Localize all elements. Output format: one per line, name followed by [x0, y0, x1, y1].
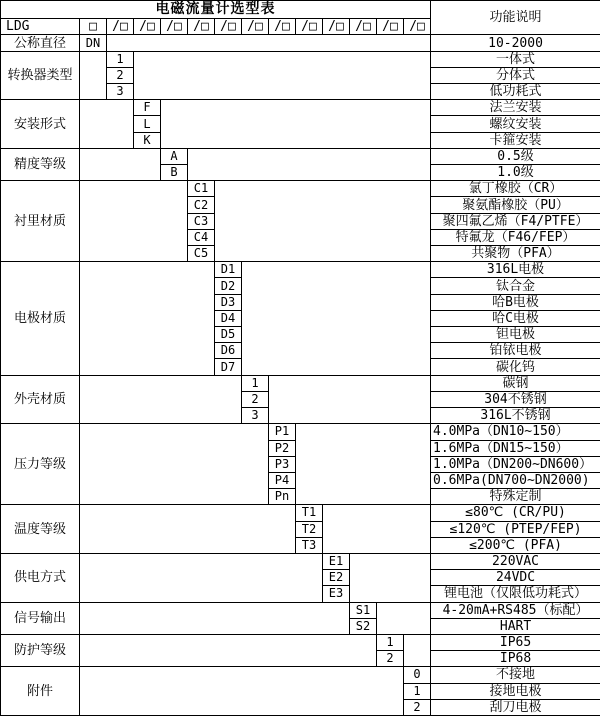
- category-label-10: 信号输出: [1, 602, 80, 634]
- filler-left: [80, 375, 242, 424]
- description-cell: 共聚物（PFA）: [431, 246, 600, 262]
- model-code-box-slot: /□: [377, 19, 404, 35]
- filler-right: [269, 375, 431, 424]
- description-cell: IP65: [431, 634, 600, 650]
- description-cell: HART: [431, 618, 600, 634]
- description-cell: 锂电池（仅限低功耗式）: [431, 586, 600, 602]
- filler-right: [350, 553, 431, 602]
- filler-left: [80, 634, 377, 666]
- code-cell: 3: [242, 408, 269, 424]
- description-cell: 1.0级: [431, 165, 600, 181]
- filler-right: [404, 634, 431, 666]
- filler-right: [161, 100, 431, 149]
- category-label-2: 安装形式: [1, 100, 80, 149]
- description-cell: 1.6MPa（DN15~150）: [431, 440, 600, 456]
- filler-right: [296, 424, 431, 505]
- filler-right: [377, 602, 431, 634]
- description-cell: 24VDC: [431, 570, 600, 586]
- model-prefix: LDG: [1, 19, 80, 35]
- description-cell: 1.0MPa（DN200~DN600）: [431, 456, 600, 472]
- code-cell: D7: [215, 359, 242, 375]
- code-cell: 0: [404, 667, 431, 683]
- code-cell: D2: [215, 278, 242, 294]
- model-code-box-slot: /□: [242, 19, 269, 35]
- filler-left: [80, 602, 350, 634]
- category-label-6: 外壳材质: [1, 375, 80, 424]
- code-cell: C4: [188, 229, 215, 245]
- description-cell: 碳钢: [431, 375, 600, 391]
- code-cell: A: [161, 148, 188, 164]
- description-cell: 316L电极: [431, 262, 600, 278]
- code-cell: 1: [404, 683, 431, 699]
- filler-left: [80, 553, 323, 602]
- model-code-box-slot: /□: [404, 19, 431, 35]
- code-cell: 1: [377, 634, 404, 650]
- description-cell: ≤80℃ (CR/PU): [431, 505, 600, 521]
- description-cell: 220VAC: [431, 553, 600, 569]
- filler-left: [80, 181, 188, 262]
- model-code-box-slot: /□: [350, 19, 377, 35]
- category-label-7: 压力等级: [1, 424, 80, 505]
- category-label-4: 衬里材质: [1, 181, 80, 262]
- description-cell: 0.5级: [431, 148, 600, 164]
- table-title: 电磁流量计选型表: [1, 1, 431, 19]
- description-cell: 0.6MPa(DN700~DN2000): [431, 472, 600, 488]
- filler-right: [215, 181, 431, 262]
- description-cell: 卡箍安装: [431, 132, 600, 148]
- category-label-11: 防护等级: [1, 634, 80, 666]
- code-cell: D3: [215, 294, 242, 310]
- code-cell: S1: [350, 602, 377, 618]
- description-cell: 10-2000: [431, 35, 600, 51]
- code-cell: C5: [188, 246, 215, 262]
- filler-right: [134, 51, 431, 100]
- filler-right: [107, 35, 431, 51]
- filler-left: [80, 100, 134, 149]
- code-cell: D1: [215, 262, 242, 278]
- code-cell: 2: [377, 651, 404, 667]
- model-code-box-first: □: [80, 19, 107, 35]
- code-cell: S2: [350, 618, 377, 634]
- description-cell: 碳化钨: [431, 359, 600, 375]
- code-cell: P2: [269, 440, 296, 456]
- model-code-box-slot: /□: [161, 19, 188, 35]
- model-code-box-slot: /□: [296, 19, 323, 35]
- model-code-box-slot: /□: [323, 19, 350, 35]
- code-cell: D6: [215, 343, 242, 359]
- description-cell: 哈C电极: [431, 310, 600, 326]
- code-cell: DN: [80, 35, 107, 51]
- code-cell: 2: [242, 391, 269, 407]
- code-cell: L: [134, 116, 161, 132]
- code-cell: E1: [323, 553, 350, 569]
- model-code-box-slot: /□: [134, 19, 161, 35]
- description-cell: 特氟龙（F46/FEP）: [431, 229, 600, 245]
- model-code-box-slot: /□: [188, 19, 215, 35]
- description-cell: 不接地: [431, 667, 600, 683]
- description-cell: 4-20mA+RS485（标配）: [431, 602, 600, 618]
- description-cell: 哈B电极: [431, 294, 600, 310]
- code-cell: 2: [404, 699, 431, 715]
- code-cell: K: [134, 132, 161, 148]
- code-cell: C2: [188, 197, 215, 213]
- code-cell: 1: [242, 375, 269, 391]
- filler-left: [80, 148, 161, 180]
- filler-left: [80, 667, 404, 716]
- category-label-0: 公称直径: [1, 35, 80, 51]
- description-cell: 钽电极: [431, 327, 600, 343]
- description-cell: 钛合金: [431, 278, 600, 294]
- description-cell: ≤120℃ (PTEP/FEP): [431, 521, 600, 537]
- description-cell: 聚氨酯橡胶（PU）: [431, 197, 600, 213]
- description-cell: 4.0MPa（DN10~150）: [431, 424, 600, 440]
- model-code-box-slot: /□: [215, 19, 242, 35]
- code-cell: T2: [296, 521, 323, 537]
- code-cell: P3: [269, 456, 296, 472]
- code-cell: 1: [107, 51, 134, 67]
- filler-left: [80, 51, 107, 100]
- category-label-3: 精度等级: [1, 148, 80, 180]
- description-cell: 螺纹安装: [431, 116, 600, 132]
- description-cell: 低功耗式: [431, 84, 600, 100]
- filler-right: [323, 505, 431, 554]
- description-cell: ≤200℃ (PFA): [431, 537, 600, 553]
- category-label-8: 温度等级: [1, 505, 80, 554]
- code-cell: P4: [269, 472, 296, 488]
- code-cell: B: [161, 165, 188, 181]
- code-cell: C1: [188, 181, 215, 197]
- category-label-5: 电极材质: [1, 262, 80, 375]
- selection-table-body: [1, 1, 600, 716]
- description-cell: IP68: [431, 651, 600, 667]
- description-cell: 304不锈钢: [431, 391, 600, 407]
- code-cell: 3: [107, 84, 134, 100]
- category-label-12: 附件: [1, 667, 80, 716]
- description-cell: 一体式: [431, 51, 600, 67]
- filler-left: [80, 262, 215, 375]
- description-cell: 接地电极: [431, 683, 600, 699]
- category-label-9: 供电方式: [1, 553, 80, 602]
- code-cell: 2: [107, 67, 134, 83]
- description-cell: 刮刀电极: [431, 699, 600, 715]
- code-cell: D4: [215, 310, 242, 326]
- description-cell: 特殊定制: [431, 489, 600, 505]
- code-cell: T1: [296, 505, 323, 521]
- code-cell: P1: [269, 424, 296, 440]
- code-cell: E3: [323, 586, 350, 602]
- function-description-header: 功能说明: [431, 1, 600, 35]
- code-cell: F: [134, 100, 161, 116]
- code-cell: Pn: [269, 489, 296, 505]
- description-cell: 分体式: [431, 67, 600, 83]
- filler-right: [242, 262, 431, 375]
- description-cell: 聚四氟乙烯（F4/PTFE）: [431, 213, 600, 229]
- category-label-1: 转换器类型: [1, 51, 80, 100]
- description-cell: 氯丁橡胶（CR）: [431, 181, 600, 197]
- description-cell: 316L不锈钢: [431, 408, 600, 424]
- filler-left: [80, 505, 296, 554]
- code-cell: D5: [215, 327, 242, 343]
- filler-right: [188, 148, 431, 180]
- model-code-box-slot: /□: [107, 19, 134, 35]
- model-code-box-slot: /□: [269, 19, 296, 35]
- code-cell: C3: [188, 213, 215, 229]
- code-cell: T3: [296, 537, 323, 553]
- code-cell: E2: [323, 570, 350, 586]
- description-cell: 铂铱电极: [431, 343, 600, 359]
- filler-left: [80, 424, 269, 505]
- description-cell: 法兰安装: [431, 100, 600, 116]
